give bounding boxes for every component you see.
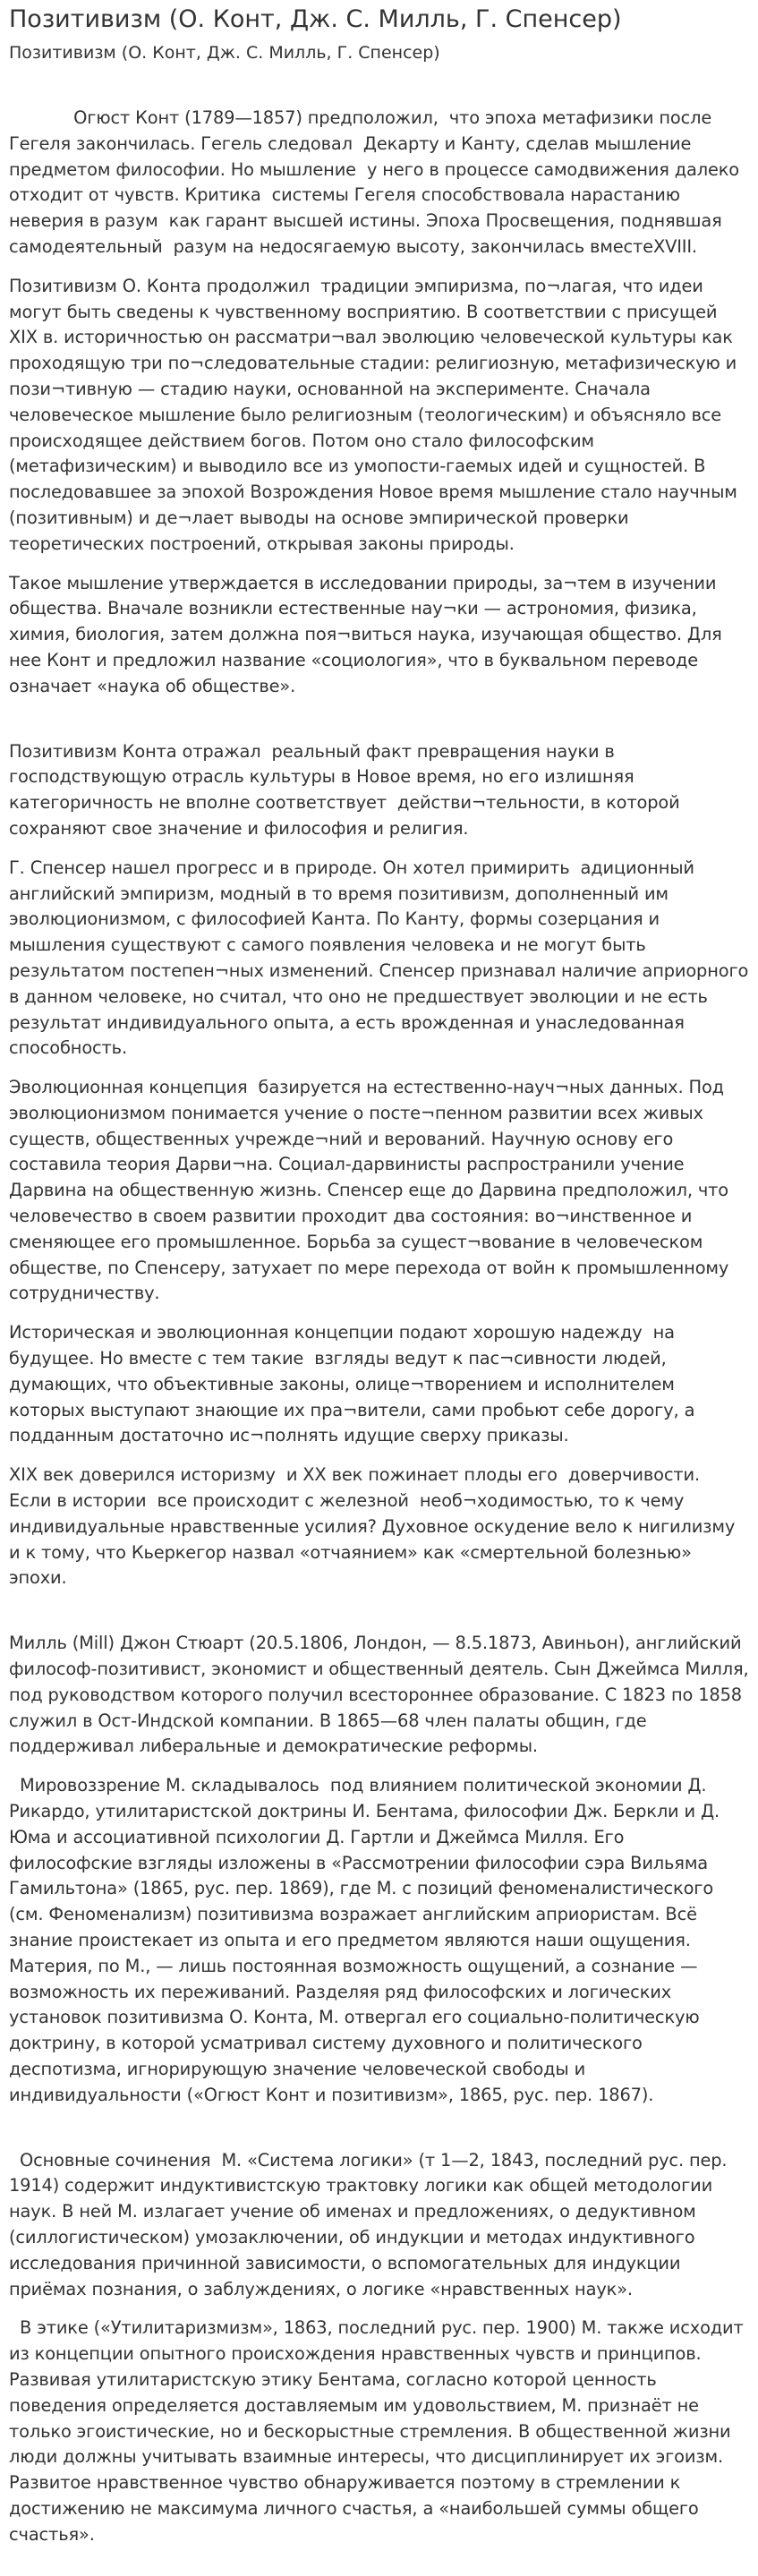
paragraph-evolution: Эволюционная концепция базируется на естественно-науч¬ных данных. Под эволюционизмом понимается учение о посте¬пенном развитии всех живых существ, общественных учрежде¬ний и верований. Научную основу его составила теория Дарви¬на. Социал-дарвинисты распространили учение Дарвина на общественную жизнь. Спенсер еще до Дарвина предположил, что человечество в своем развитии проходит два состояния: во¬инственное и сменяющее его промышленное. Борьба за сущест¬вование в человеческом обществе, по Спенсеру, затухает по мере перехода от войн к промышленному сотрудничеству. xyxy=(9,1077,735,1304)
paragraph-mill-bio: Милль (Mill) Джон Стюарт (20.5.1806, Лондон, — 8.5.1873, Авиньон), английский философ-позитивист, экономист и общественный деятель. Сын Джеймса Милля, под руководством которого получил всестороннее образование. С 1823 по 1858 служил в Ост-Индской компании. В 1865—68 член палаты общин, где поддерживал либеральные и демократические реформы. xyxy=(9,1633,754,1757)
page-title: Позитивизм (О. Конт, Дж. С. Милль, Г. Спенсер) xyxy=(9,5,622,33)
paragraph-xix-century: XIX век доверился историзму и XX век пожинает плоды его доверчивости. Если в истории все происходит с железной необ¬ходимостью, то к чему индивидуальные нравственные усилия? Духовное оскудение вело к нигилизму и к тому, что Кьеркегор назвал «отчаянием» как «смертельной болезнью» эпохи. xyxy=(9,1464,741,1589)
paragraph-comte-positivism: Позитивизм О. Конта продолжил традиции эмпиризма, по¬лагая, что идеи могут быть сведены к чувственному восприятию. В соответствии с присущей XIX в. историчностью он рассматри¬вал эволюцию человеческой культуры как проходящую три по¬следовательные стадии: религиозную, метафизическую и пози¬тивную — стадию науки, основанной на эксперименте. Сначала человеческое мышление было религиозным (теологическим) и объясняло все происходящее действием богов. Потом оно стало философским (метафизическим) и выводило все из умопости-гаемых идей и сущностей. В последовавшее за эпохой Возрождения Новое время мышление стало научным (позитивным) и де¬лает выводы на основе эмпирической проверки теоретических построений, открывая законы природы. xyxy=(9,275,743,554)
paragraph-spencer: Г. Спенсер нашел прогресс и в природе. Он хотел примирить адиционный английский эмпиризм, модный в то время позитивизм, дополненный им эволюционизмом, с философией Канта. По Канту, формы созерцания и мышления существуют с самого появления человека и не могут быть результатом постепен¬ных изменений. Спенсер признавал наличие априорного в данном человеке, но считал, что оно не предшествует эволюции и не есть результат индивидуального опыта, а есть врожденная и унаследованная способность. xyxy=(9,857,754,1059)
paragraph-historical-concepts: Историческая и эволюционная концепции подают хорошую надежду на будущее. Но вместе с тем такие взгляды ведут к пас¬сивности людей, думающих, что объективные законы, олице¬творением и исполнителем которых выступают знающие их пра¬вители, сами пробьют себе дорогу, а подданным достаточно ис¬полнять идущие сверху приказы. xyxy=(9,1322,701,1446)
paragraph-mill-ethics: В этике («Утилитаризмизм», 1863, последний рус. пер. 1900) М. также исходит из концепции опытного происхождения нравственных чувств и принципов. Развивая утилитаристскую этику Бентама, согласно которой ценность поведения определяется доставляемым им удовольствием, М. признаёт не только эгоистические, но и бескорыстные стремления. В общественной жизни люди должны учитывать взаимные интересы, что дисциплинирует их эгоизм. Развитое нравственное чувство обнаруживается поэтому в стремлении к достижению не максимума личного счастья, а «наибольшей суммы общего счастья». xyxy=(9,2317,749,2545)
paragraph-comte-summary: Позитивизм Конта отражал реальный факт превращения науки в господствующую отрасль культуры в Новое время, но его излишняя категоричность не вполне соответствует действи¬тельности, в которой сохраняют свое значение и философия и религия. xyxy=(9,740,686,839)
paragraph-sociology: Такое мышление утверждается в исследовании природы, за¬тем в изучении общества. Вначале возникли естественные нау¬ки — астрономия, физика, химия, биология, затем должна поя¬виться наука, изучающая общество. Для нее Конт и предложил название «социология», что в буквальном переводе означает «наука об обществе». xyxy=(9,572,728,696)
paragraph-comte-intro: Огюст Конт (1789—1857) предположил, что эпоха метафизики после Гегеля закончилась. Гегель следовал Декарту и Канту, сделав мышление предметом философии. Но мышление у него в процессе самодвижения далеко отходит от чувств. Критика системы Гегеля способствовала нарастанию неверия в разум как гарант высшей истины. Эпоха Просвещения, поднявшая самодеятельный разум на недосягаемую высоту, закончилась вместеXVIII. xyxy=(9,107,745,257)
page-subtitle: Позитивизм (О. Конт, Дж. С. Милль, Г. Спенсер) xyxy=(9,43,440,63)
paragraph-mill-works: Основные сочинения М. «Система логики» (т 1—2, 1843, последний рус. пер. 1914) содержит индуктивистскую трактовку логики как общей методологии наук. В ней М. излагает учение об именах и предложениях, о дедуктивном (силлогистическом) умозаключении, об индукции и методах индуктивного исследования причинной зависимости, о вспомогательных для индукции приёмах познания, о заблуждениях, о логике «нравственных наук». xyxy=(9,2149,733,2299)
paragraph-mill-worldview: Мировоззрение М. складывалось под влиянием политической экономии Д. Рикардо, утилитаристской доктрины И. Бентама, философии Дж. Беркли и Д. Юма и ассоциативной психологии Д. Гартли и Джеймса Милля. Его философские взгляды изложены в «Рассмотрении философии сэра Вильяма Гамильтона» (1865, рус. пер. 1869), где М. с позиций феноменалистического (см. Феноменализм) позитивизма возражает английским априористам. Всё знание проистекает из опыта и его предметом являются наши ощущения. Материя, по М., — лишь постоянная возможность ощущений, а сознание — возможность их переживаний. Разделяя ряд философских и логических установок позитивизма О. Конта, М. отвергал его социально-политическую доктрину, в которой усматривал систему духовного и политического деспотизма, игнорирующую значение человеческой свободы и индивидуальности («Огюст Конт и позитивизм», 1865, рус. пер. 1867). xyxy=(9,1775,726,2105)
